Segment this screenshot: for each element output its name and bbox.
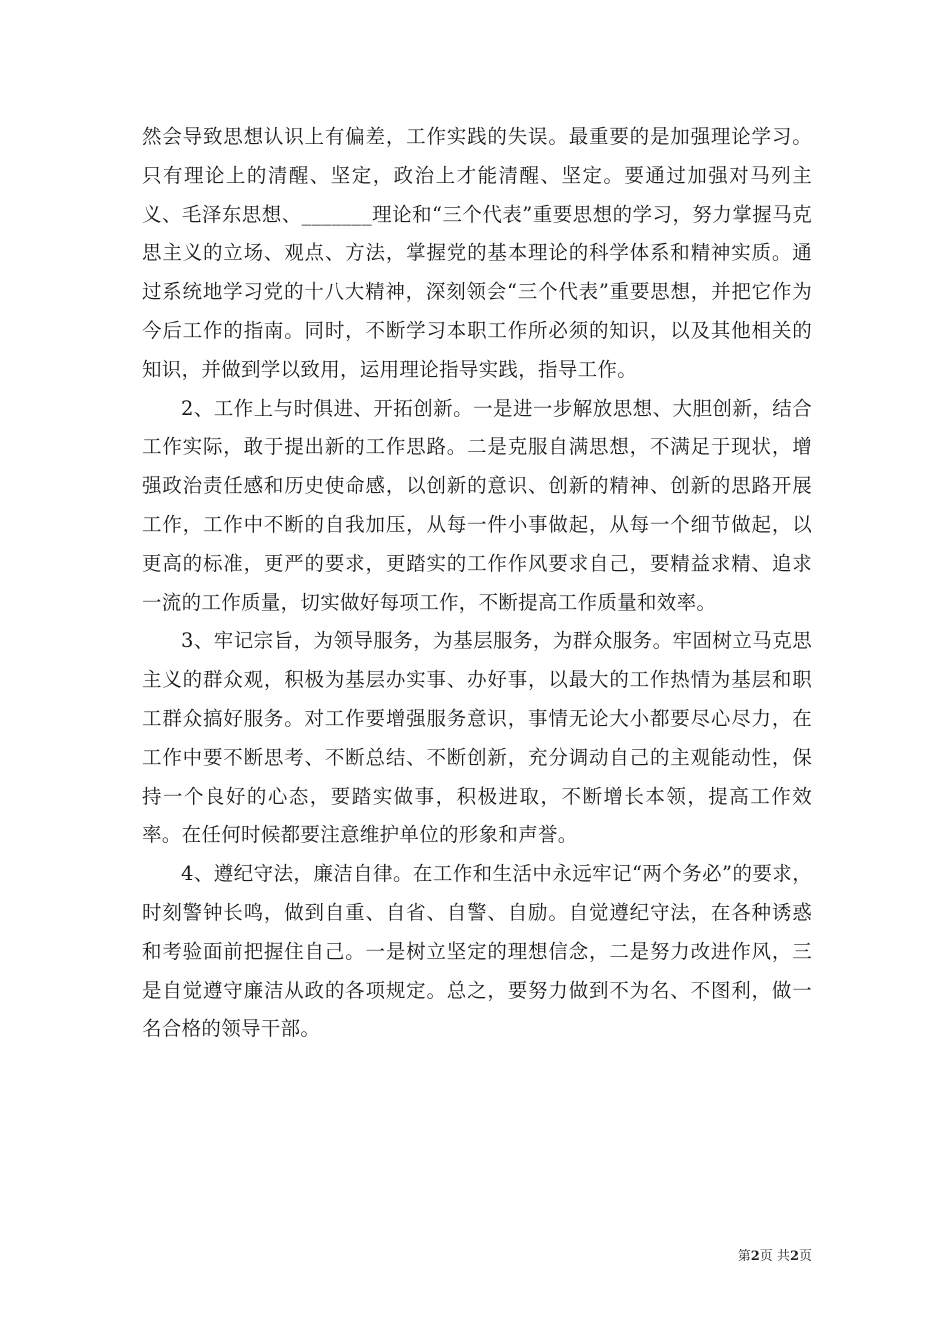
- footer-total-pages: 2: [789, 1249, 799, 1264]
- footer-current-page: 2: [750, 1249, 760, 1264]
- paragraph-1: 然会导致思想认识上有偏差，工作实践的失误。最重要的是加强理论学习。只有理论上的清醒、坚定，政治上才能清醒、坚定。要通过加强对马列主义、毛泽东思想、_______理论和“三个代表”重要思想的学习，努力掌握马克思主义的立场、观点、方法，掌握党的基本理论的科学体系和精神实质。通过系统地学习党的十八大精神，深刻领会“三个代表”重要思想，并把它作为今后工作的指南。同时，不断学习本职工作所必须的知识，以及其他相关的知识，并做到学以致用，运用理论指导实践，指导工作。: [142, 125, 812, 381]
- paragraph-3: 3、牢记宗旨，为领导服务，为基层服务，为群众服务。牢固树立马克思主义的群众观，积极为基层办实事、办好事，以最大的工作热情为基层和职工群众搞好服务。对工作要增强服务意识，事情无论大小都要尽心尽力，在工作中要不断思考、不断总结、不断创新，充分调动自己的主观能动性，保持一个良好的心态，要踏实做事，积极进取，不断增长本领，提高工作效率。在任何时候都要注意维护单位的形象和声誉。: [142, 629, 812, 847]
- footer-prefix: 第: [737, 1249, 751, 1264]
- footer-middle: 页 共: [759, 1249, 790, 1264]
- footer-suffix: 页: [798, 1249, 812, 1264]
- document-body: [142, 118, 812, 1049]
- page-number-footer: [738, 1249, 812, 1265]
- paragraph-2: 2、工作上与时俱进、开拓创新。一是进一步解放思想、大胆创新，结合工作实际，敢于提出新的工作思路。二是克服自满思想，不满足于现状，增强政治责任感和历史使命感，以创新的意识、创新的精神、创新的思路开展工作，工作中不断的自我加压，从每一件小事做起，从每一个细节做起，以更高的标准，更严的要求，更踏实的工作作风要求自己，要精益求精、追求一流的工作质量，切实做好每项工作，不断提高工作质量和效率。: [142, 396, 812, 614]
- paragraph-4: 4、遵纪守法，廉洁自律。在工作和生活中永远牢记“两个务必”的要求，时刻警钟长鸣，做到自重、自省、自警、自励。自觉遵纪守法，在各种诱惑和考验面前把握住自己。一是树立坚定的理想信念，二是努力改进作风，三是自觉遵守廉洁从政的各项规定。总之，要努力做到不为名、不图利，做一名合格的领导干部。: [142, 862, 812, 1041]
